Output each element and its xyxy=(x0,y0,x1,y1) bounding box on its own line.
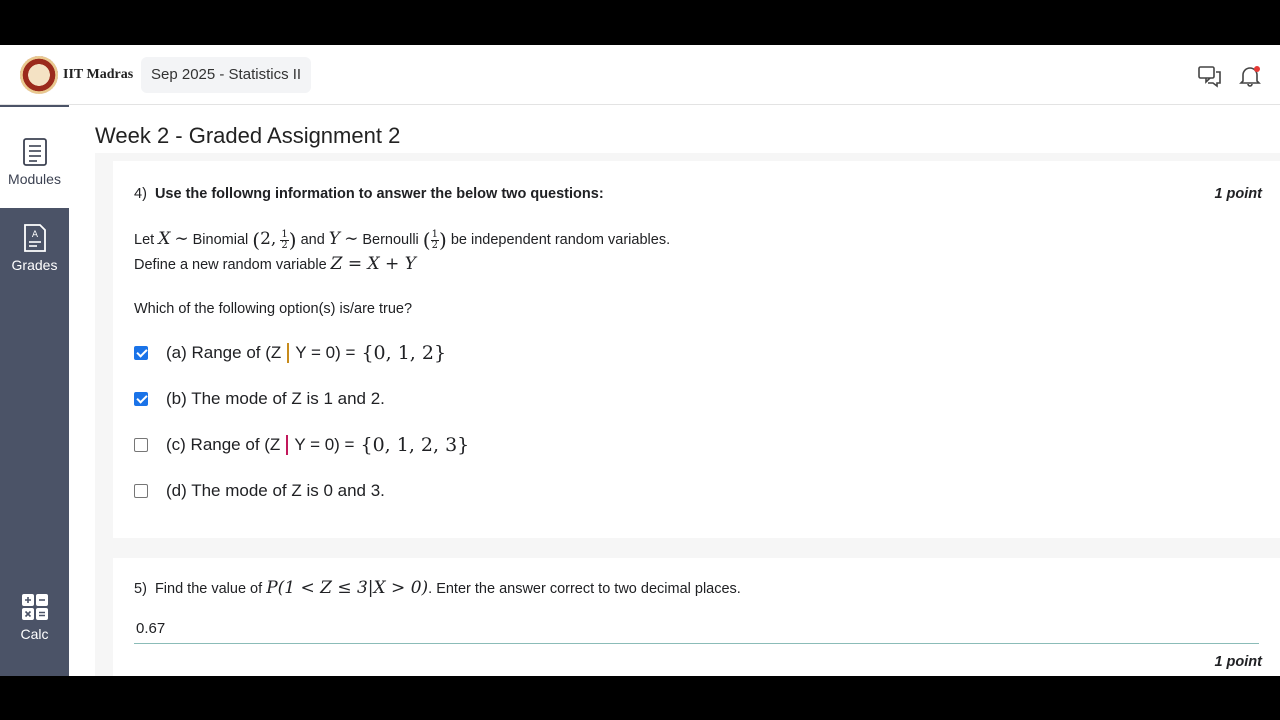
option-set: {0, 1, 2} xyxy=(361,342,447,364)
course-title[interactable]: Sep 2025 - Statistics II xyxy=(141,57,311,93)
checkbox-c[interactable] xyxy=(134,438,148,452)
option-a[interactable] xyxy=(134,341,446,365)
sidebar-item-label: Modules xyxy=(8,171,61,187)
option-label: Y = 0) = xyxy=(294,435,355,454)
app-window xyxy=(0,45,1280,676)
probability-expression: P(1 < Z ≤ 3|X > 0) xyxy=(266,578,429,598)
text-bernoulli: Bernoulli xyxy=(362,232,419,248)
fraction-numerator: 1 xyxy=(431,228,438,240)
option-c[interactable] xyxy=(134,433,469,457)
sim-symbol: ∼ xyxy=(344,229,359,249)
checkbox-d[interactable] xyxy=(134,484,148,498)
paren-open: ( xyxy=(422,228,431,253)
page-title: Week 2 - Graded Assignment 2 xyxy=(95,123,401,148)
text-and: and xyxy=(300,232,325,248)
iitm-logo-icon[interactable] xyxy=(20,56,58,94)
text-define: Define a new random variable xyxy=(134,257,327,274)
text-suffix: be independent random variables. xyxy=(450,232,671,248)
chat-icon[interactable] xyxy=(1197,63,1223,89)
letterbox-bottom xyxy=(0,676,1280,720)
points-label: 1 point xyxy=(1214,186,1262,202)
paren-open: ( xyxy=(252,228,261,253)
paren-close: ) xyxy=(288,228,297,253)
conditional-bar xyxy=(287,343,289,363)
sidebar-item-label: Grades xyxy=(11,257,58,273)
var-x: X xyxy=(158,229,171,249)
question-text: Find the value of xyxy=(154,581,263,597)
option-d[interactable] xyxy=(134,479,385,503)
bell-icon[interactable] xyxy=(1237,63,1263,89)
option-label: (a) Range of (Z xyxy=(166,343,282,362)
sidebar-item-modules[interactable] xyxy=(0,107,69,208)
sidebar-item-calc[interactable] xyxy=(0,592,69,642)
paren-close: ) xyxy=(438,228,447,253)
letterbox-top xyxy=(0,0,1280,45)
grade-sheet-icon xyxy=(22,223,48,253)
sidebar-item-grades[interactable] xyxy=(0,223,69,273)
sim-symbol: ∼ xyxy=(174,229,189,249)
option-label: (b) The mode of Z is 1 and 2. xyxy=(166,389,385,408)
conditional-bar xyxy=(286,435,288,455)
points-label: 1 point xyxy=(1214,654,1262,670)
sidebar-item-label: Calc xyxy=(20,626,49,642)
answer-input[interactable]: 0.67 xyxy=(134,612,1259,644)
question-card xyxy=(113,558,1280,676)
option-b[interactable] xyxy=(134,387,385,411)
question-number: 5) xyxy=(134,581,147,597)
main-content xyxy=(69,105,1280,676)
questions-area xyxy=(95,153,1280,676)
z-equation: Z = X + Y xyxy=(330,254,416,275)
question-card xyxy=(113,161,1280,538)
fraction xyxy=(431,230,439,251)
question-statement xyxy=(134,578,741,598)
text-let: Let xyxy=(134,232,155,248)
question-title: Use the followng information to answer the below two questions: xyxy=(154,186,604,202)
calculator-icon xyxy=(20,592,50,622)
question-statement xyxy=(134,227,670,277)
checkbox-b[interactable] xyxy=(134,392,148,406)
fraction xyxy=(280,230,288,251)
fraction-denominator: 2 xyxy=(281,239,288,251)
svg-text:A: A xyxy=(31,230,38,240)
option-label: Y = 0) = xyxy=(295,343,356,362)
checkbox-a[interactable] xyxy=(134,346,148,360)
question-number: 4) xyxy=(134,186,147,202)
binom-args: 2, xyxy=(260,229,277,249)
logo-text[interactable]: IIT Madras xyxy=(63,67,134,82)
option-label: (d) The mode of Z is 0 and 3. xyxy=(166,481,385,500)
sidebar xyxy=(0,105,69,676)
fraction-numerator: 1 xyxy=(281,228,288,240)
option-label: (c) Range of (Z xyxy=(166,435,281,454)
fraction-denominator: 2 xyxy=(431,239,438,251)
var-y: Y xyxy=(328,229,341,249)
question-prompt: Which of the following option(s) is/are true? xyxy=(134,301,413,317)
list-icon xyxy=(22,137,48,167)
question-text: . Enter the answer correct to two decimal places. xyxy=(428,581,741,597)
option-set: {0, 1, 2, 3} xyxy=(360,434,470,456)
text-binomial: Binomial xyxy=(192,232,249,248)
question-header xyxy=(134,186,604,202)
top-header xyxy=(0,45,1280,105)
